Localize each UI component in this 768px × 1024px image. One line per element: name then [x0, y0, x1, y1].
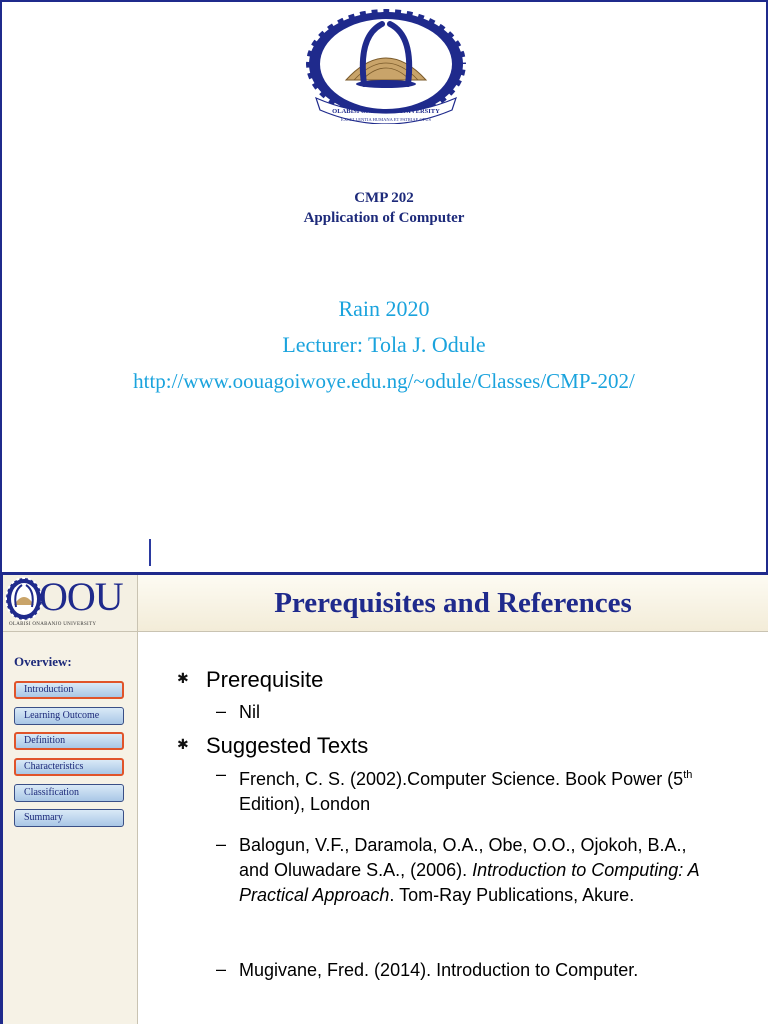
- course-title: Application of Computer: [303, 210, 465, 226]
- semester-text: Rain 2020: [338, 296, 430, 321]
- nav-summary-button[interactable]: Summary: [14, 809, 124, 827]
- prerequisite-item: Nil: [239, 702, 260, 722]
- dash-bullet-icon: –: [216, 959, 227, 979]
- dash-bullet-icon: –: [216, 764, 227, 784]
- overview-label: Overview:: [14, 654, 72, 669]
- university-seal-icon: [302, 6, 470, 124]
- nav-introduction-button[interactable]: Introduction: [14, 681, 124, 699]
- lecturer-text: Lecturer: Tola J. Odule: [282, 332, 486, 357]
- course-url-link[interactable]: http://www.oouagoiwoye.edu.ng/~odule/Classes/CMP-202/: [133, 369, 635, 393]
- nav-learning-outcome-button[interactable]: Learning Outcome: [14, 707, 124, 725]
- star-bullet-icon: ✱: [177, 737, 189, 753]
- suggested-texts-heading: Suggested Texts: [206, 733, 369, 758]
- reference-1: French, C. S. (2002).Computer Science. Book Power (5th Edition), London: [239, 769, 693, 814]
- reference-2: Balogun, V.F., Daramola, O.A., Obe, O.O., Ojokoh, B.A., and Oluwadare S.A., (2006). Introduction to Computing: A Practical Approach. Tom-Ray Publications, Akure.: [239, 835, 699, 905]
- nav-characteristics-button[interactable]: Characteristics: [14, 758, 124, 776]
- overview-sidebar: [3, 632, 138, 1024]
- title-bar: [138, 575, 768, 632]
- oou-seal-icon: [5, 577, 43, 621]
- nav-classification-button[interactable]: Classification: [14, 784, 124, 802]
- nav-definition-button[interactable]: Definition: [14, 732, 124, 750]
- references-slide: [0, 572, 768, 1024]
- logo-text: OOU: [39, 574, 123, 619]
- svg-text:EXCELLENTIA HUMANA ET PATRIAE: EXCELLENTIA HUMANA ET PATRIAE OPUS: [340, 117, 432, 122]
- dash-bullet-icon: –: [216, 701, 227, 721]
- oou-logo: [3, 575, 138, 632]
- logo-subtext: OLABISI ONABANJO UNIVERSITY: [9, 622, 97, 627]
- course-code: CMP 202: [354, 190, 414, 206]
- prerequisite-heading: Prerequisite: [206, 667, 324, 692]
- svg-text:OLABISI ONABANJO UNIVERSITY: OLABISI ONABANJO UNIVERSITY: [332, 108, 440, 115]
- slide-title: Prerequisites and References: [274, 587, 632, 619]
- star-bullet-icon: ✱: [177, 671, 189, 687]
- dash-bullet-icon: –: [216, 834, 227, 854]
- text-cursor: [149, 539, 151, 566]
- slide-content: [153, 632, 768, 1024]
- reference-3: Mugivane, Fred. (2014). Introduction to Computer.: [239, 960, 639, 980]
